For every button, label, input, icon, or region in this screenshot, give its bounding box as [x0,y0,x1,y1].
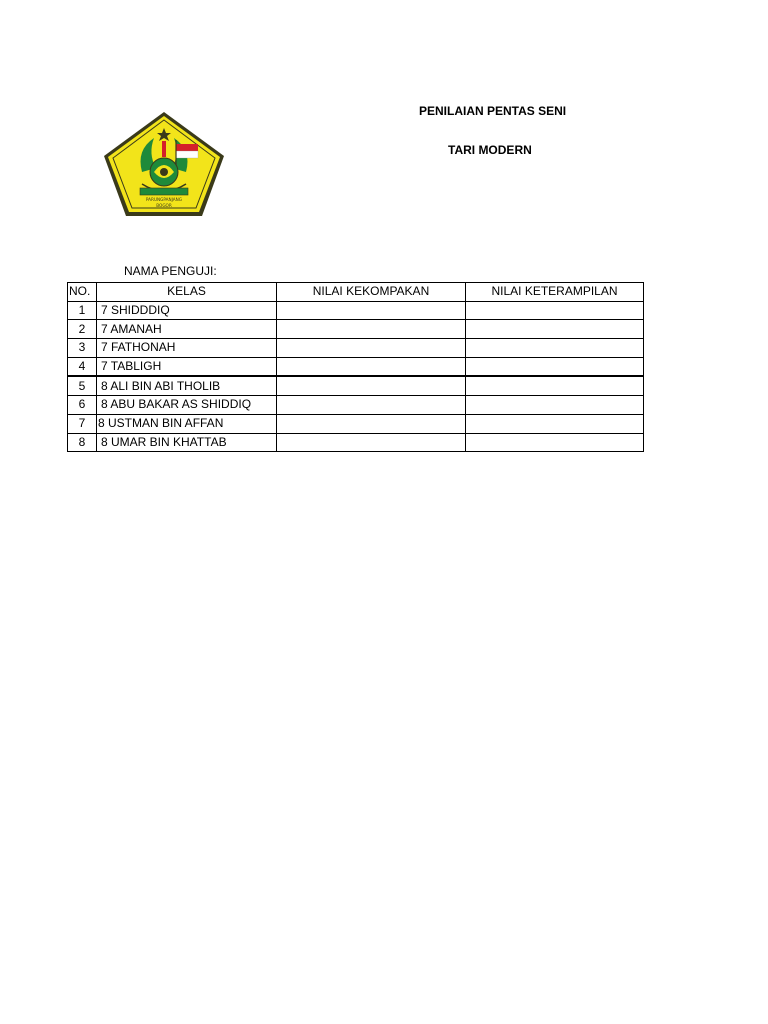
table-header-row [68,283,644,302]
class-name: 8 USTMAN BIN AFFAN [97,414,277,433]
kekompakan-score-cell[interactable] [277,396,466,415]
row-number: 1 [68,301,97,320]
class-name: 8 ALI BIN ABI THOLIB [97,376,277,395]
table-row [68,301,644,320]
table-row [68,357,644,376]
row-number: 2 [68,320,97,339]
kekompakan-score-cell[interactable] [277,376,466,395]
header-kekompakan: NILAI KEKOMPAKAN [277,283,466,302]
row-number: 8 [68,433,97,452]
kekompakan-score-cell[interactable] [277,339,466,358]
class-name: 8 UMAR BIN KHATTAB [97,433,277,452]
class-name: 7 AMANAH [97,320,277,339]
class-name: 7 TABLIGH [97,357,277,376]
table-row [68,414,644,433]
header-keterampilan: NILAI KETERAMPILAN [466,283,644,302]
school-emblem-logo [102,110,226,218]
kekompakan-score-cell[interactable] [277,301,466,320]
keterampilan-score-cell[interactable] [466,396,644,415]
page-subtitle: TARI MODERN [448,143,532,157]
table-row [68,376,644,395]
keterampilan-score-cell[interactable] [466,301,644,320]
header-no: NO. [68,283,97,302]
class-name: 7 SHIDDDIQ [97,301,277,320]
page-title: PENILAIAN PENTAS SENI [419,104,567,118]
svg-text:BOGOR: BOGOR [156,203,172,208]
row-number: 5 [68,376,97,395]
keterampilan-score-cell[interactable] [466,357,644,376]
row-number: 6 [68,396,97,415]
kekompakan-score-cell[interactable] [277,433,466,452]
class-name: 8 ABU BAKAR AS SHIDDIQ [97,396,277,415]
table-row [68,339,644,358]
keterampilan-score-cell[interactable] [466,433,644,452]
keterampilan-score-cell[interactable] [466,320,644,339]
keterampilan-score-cell[interactable] [466,339,644,358]
header-kelas: KELAS [97,283,277,302]
kekompakan-score-cell[interactable] [277,320,466,339]
row-number: 3 [68,339,97,358]
table-row [68,433,644,452]
keterampilan-score-cell[interactable] [466,414,644,433]
keterampilan-score-cell[interactable] [466,376,644,395]
svg-text:PARUNGPANJANG: PARUNGPANJANG [145,197,183,202]
row-number: 4 [68,357,97,376]
examiner-name-label: NAMA PENGUJI: [124,264,217,278]
table-row [68,320,644,339]
kekompakan-score-cell[interactable] [277,357,466,376]
row-number: 7 [68,414,97,433]
class-name: 7 FATHONAH [97,339,277,358]
kekompakan-score-cell[interactable] [277,414,466,433]
table-row [68,396,644,415]
score-table [67,282,644,452]
